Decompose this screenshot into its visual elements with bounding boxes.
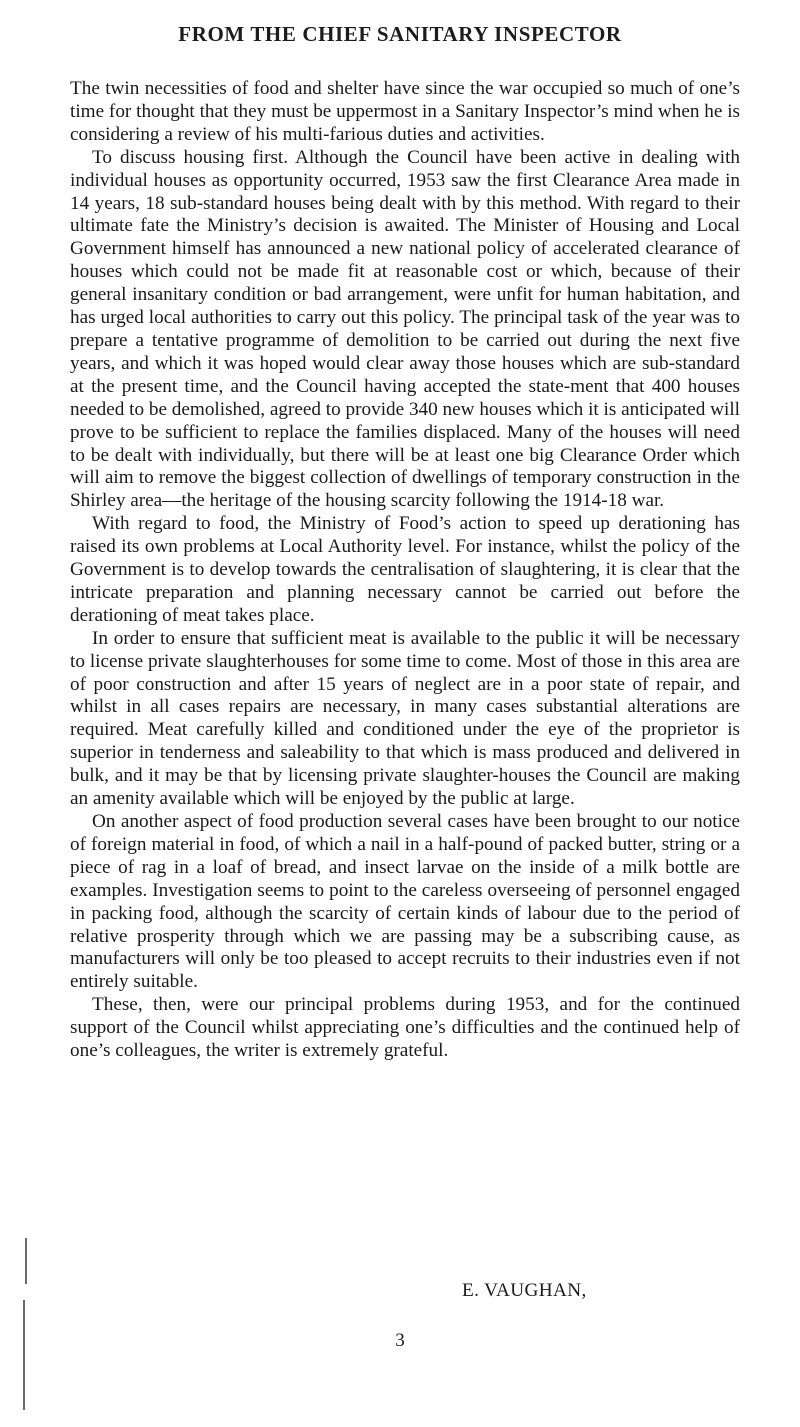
paragraph-housing: To discuss housing first. Although the Council have been active in dealing with individual houses as opportunity occurred, 1953 saw the first Clearance Area made in 14 years, 18 sub-standard houses being dealt with by this method. With regard to their ultimate fate the Ministry’s decision is awaited. The Minister of Housing and Local Government himself has announced a new national policy of accelerated clearance of houses which could not be made fit at reasonable cost or which, because of their general insanitary condition or bad arrangement, were unfit for human habitation, and has urged local authorities to carry out this policy. The principal task of the year was to prepare a tentative programme of demolition to be carried out during the next five years, and which it was hoped would clear away those houses which are sub-standard at the present time, and the Council having accepted the state-ment that 400 houses needed to be demolished, agreed to provide 340 new houses which it is anticipated will prove to be sufficient to replace the families displaced. Many of the houses will need to be dealt with individually, but there will be at least one big Clearance Order which will aim to remove the biggest collection of dwellings of temporary construction in the Shirley area—the heritage of the housing scarcity following the 1914-18 war. (70, 146, 740, 512)
margin-line (23, 1300, 25, 1410)
paragraph-food-derationing: With regard to food, the Ministry of Food’s action to speed up derationing has raised its own problems at Local Authority level. For instance, whilst the policy of the Government is to develop towards the centralisation of slaughtering, it is clear that the intricate preparation and planning necessary cannot be carried out before the derationing of meat takes place. (70, 513, 740, 626)
paragraph-slaughterhouses: In order to ensure that sufficient meat is available to the public it will be necessary to license private slaughterhouses for some time to come. Most of those in this area are of poor construction and after 15 years of neglect are in a poor state of repair, and whilst in all cases repairs are necessary, in many cases substantial alterations are required. Meat carefully killed and conditioned under the eye of the proprietor is superior in tenderness and saleability to that which is mass produced and delivered in bulk, and it may be that by licensing private slaughter-houses the Council are making an amenity available which will be enjoyed by the public at large. (70, 627, 740, 810)
paragraph-intro: The twin necessities of food and shelter have since the war occupied so much of one’s time for thought that they must be uppermost in a Sanitary Inspector’s mind when he is considering a review of his multi-farious duties and activities. (70, 78, 740, 145)
paragraph-foreign-material: On another aspect of food production several cases have been brought to our notice of foreign material in food, of which a nail in a half-pound of packed butter, string or a piece of rag in a loaf of bread, and insect larvae on the inside of a milk bottle are examples. Investigation seems to point to the careless overseeing of personnel engaged in packing food, although the scarcity of certain kinds of labour due to the period of relative prosperity through which we are passing may be a subscribing cause, as manufacturers will only be too pleased to accept recruits to their industries even if not entirely suitable. (70, 811, 740, 993)
page-number: 3 (395, 1330, 405, 1351)
signature: E. VAUGHAN, (462, 1280, 587, 1301)
margin-line (25, 1238, 27, 1284)
body-text (70, 78, 740, 1063)
page-heading: FROM THE CHIEF SANITARY INSPECTOR (178, 22, 622, 46)
paragraph-conclusion: These, then, were our principal problems during 1953, and for the continued support of the Council whilst appreciating one’s difficulties and the continued help of one’s colleagues, the writer is extremely grateful. (70, 994, 740, 1062)
